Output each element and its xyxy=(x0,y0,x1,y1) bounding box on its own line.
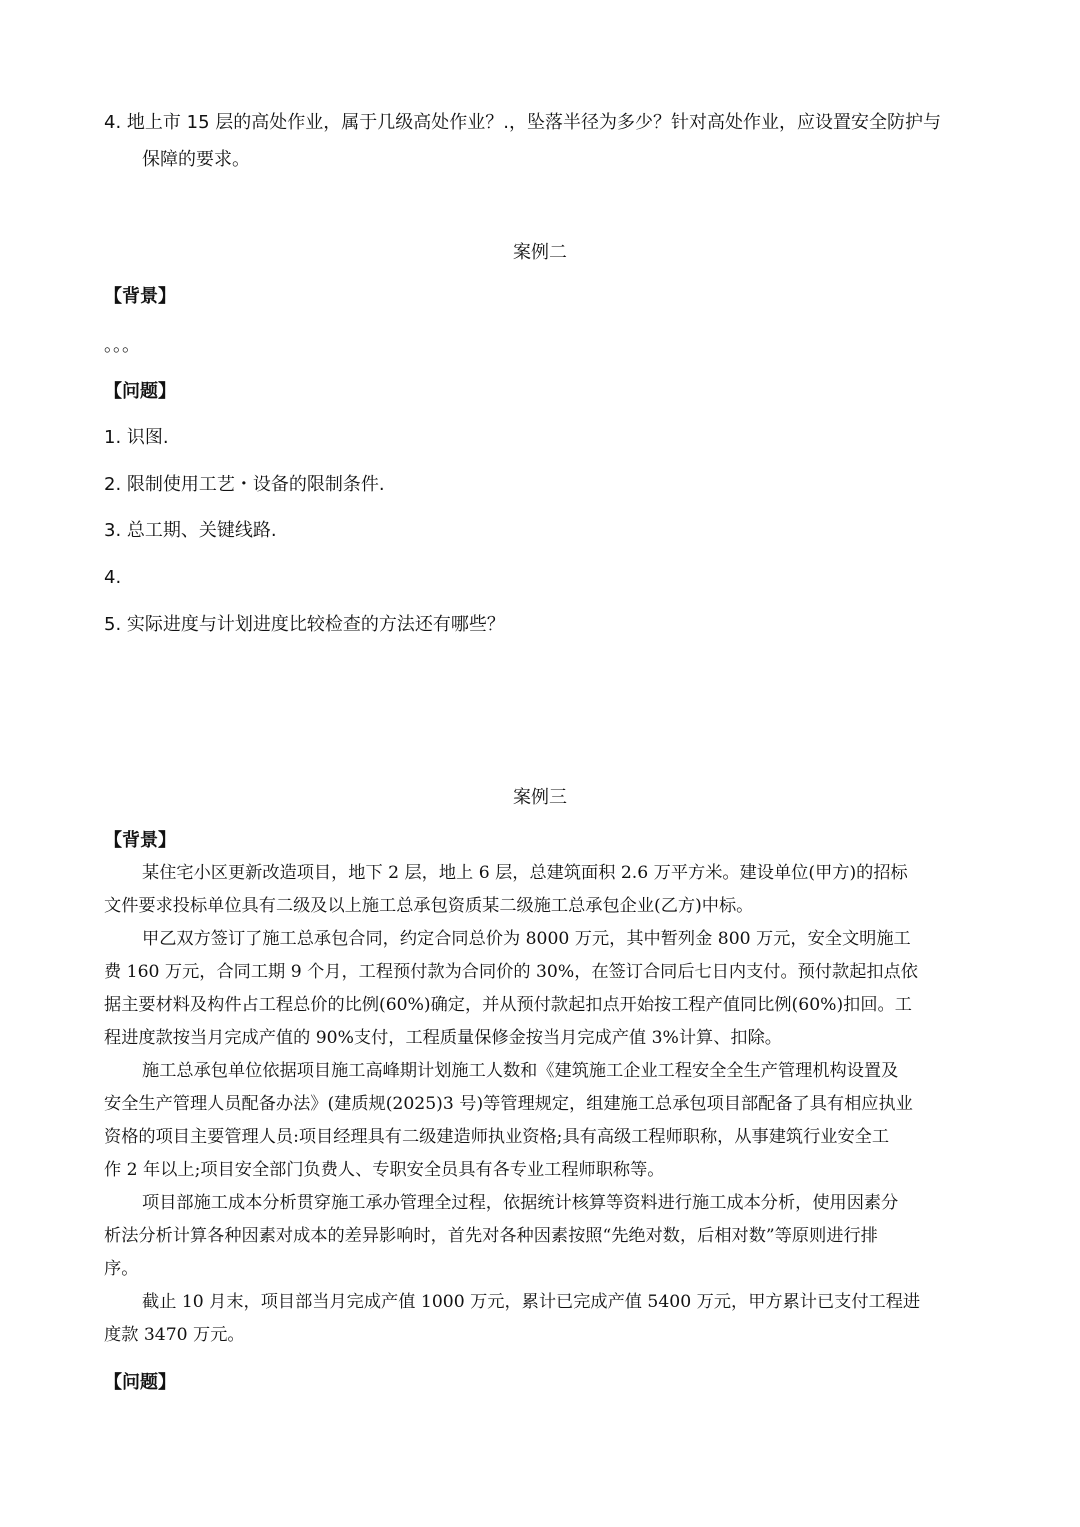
case-2-question-3: 3. 总工期、关键线路. xyxy=(104,520,277,541)
case-3-paragraph-line: 据主要材料及构件占工程总价的比例(60%)确定，并从预付款起扣点开始按工程产值同比例(60%)扣回。工 xyxy=(104,995,912,1015)
question-4-line-2: 保障的要求。 xyxy=(142,149,250,170)
case-2-question-2: 2. 限制使用工艺・设备的限制条件. xyxy=(104,474,385,495)
case-3-paragraph-line: 某住宅小区更新改造项目，地下 2 层，地上 6 层，总建筑面积 2.6 万平方米。建设单位(甲方)的招标 xyxy=(142,863,908,883)
case-3-paragraph-line: 甲乙双方签订了施工总承包合同，约定合同总价为 8000 万元，其中暂列金 800 万元，安全文明施工 xyxy=(142,929,911,949)
case-3-background-heading: 【背景】 xyxy=(104,830,176,851)
case-3-paragraph-line: 安全生产管理人员配备办法》(建质规(2025)3 号)等管理规定，组建施工总承包项目部配备了具有相应执业 xyxy=(104,1094,913,1114)
case-3-title: 案例三 xyxy=(513,787,567,808)
case-3-paragraph-line: 作 2 年以上;项目安全部门负费人、专职安全员具有各专业工程师职称等。 xyxy=(104,1160,665,1180)
case-3-questions-heading: 【问题】 xyxy=(104,1372,176,1393)
case-2-question-4: 4. xyxy=(104,567,122,588)
case-2-question-5: 5. 实际进度与计划进度比较检查的方法还有哪些？ xyxy=(104,614,505,635)
case-2-background-heading: 【背景】 xyxy=(104,286,176,307)
case-3-paragraph-line: 项目部施工成本分析贯穿施工承办管理全过程，依据统计核算等资料进行施工成本分析，使用因素分 xyxy=(142,1193,899,1213)
case-2-questions-heading: 【问题】 xyxy=(104,381,176,402)
case-3-paragraph-line: 析法分析计算各种因素对成本的差异影响时，首先对各种因素按照“先绝对数，后相对数”等原则进行排 xyxy=(104,1226,878,1246)
case-3-paragraph-line: 截止 10 月末，项目部当月完成产值 1000 万元，累计已完成产值 5400 万元，甲方累计已支付工程进 xyxy=(142,1292,921,1312)
case-2-background-text: 。。。 xyxy=(104,335,140,356)
case-3-paragraph-line: 施工总承包单位依据项目施工高峰期计划施工人数和《建筑施工企业工程安全全生产管理机构设置及 xyxy=(142,1061,899,1081)
case-3-paragraph-line: 程进度款按当月完成产值的 90%支付，工程质量保修金按当月完成产值 3%计算、扣除。 xyxy=(104,1028,782,1048)
case-2-title: 案例二 xyxy=(513,242,567,263)
case-3-paragraph-line: 序。 xyxy=(104,1259,139,1279)
case-3-paragraph-line: 费 160 万元，合同工期 9 个月，工程预付款为合同价的 30%，在签订合同后七日内支付。预付款起扣点依 xyxy=(104,962,918,982)
case-3-paragraph-line: 资格的项目主要管理人员:项目经理具有二级建造师执业资格;具有高级工程师职称，从事建筑行业安全工 xyxy=(104,1127,890,1147)
case-3-paragraph-line: 文件要求投标单位具有二级及以上施工总承包资质某二级施工总承包企业(乙方)中标。 xyxy=(104,896,754,916)
question-4-line-1: 4. 地上市 15 层的高处作业，属于几级高处作业？.，坠落半径为多少？针对高处作业，应设置安全防护与 xyxy=(104,112,941,133)
case-2-question-1: 1. 识图. xyxy=(104,427,169,448)
case-3-paragraph-line: 度款 3470 万元。 xyxy=(104,1325,245,1345)
